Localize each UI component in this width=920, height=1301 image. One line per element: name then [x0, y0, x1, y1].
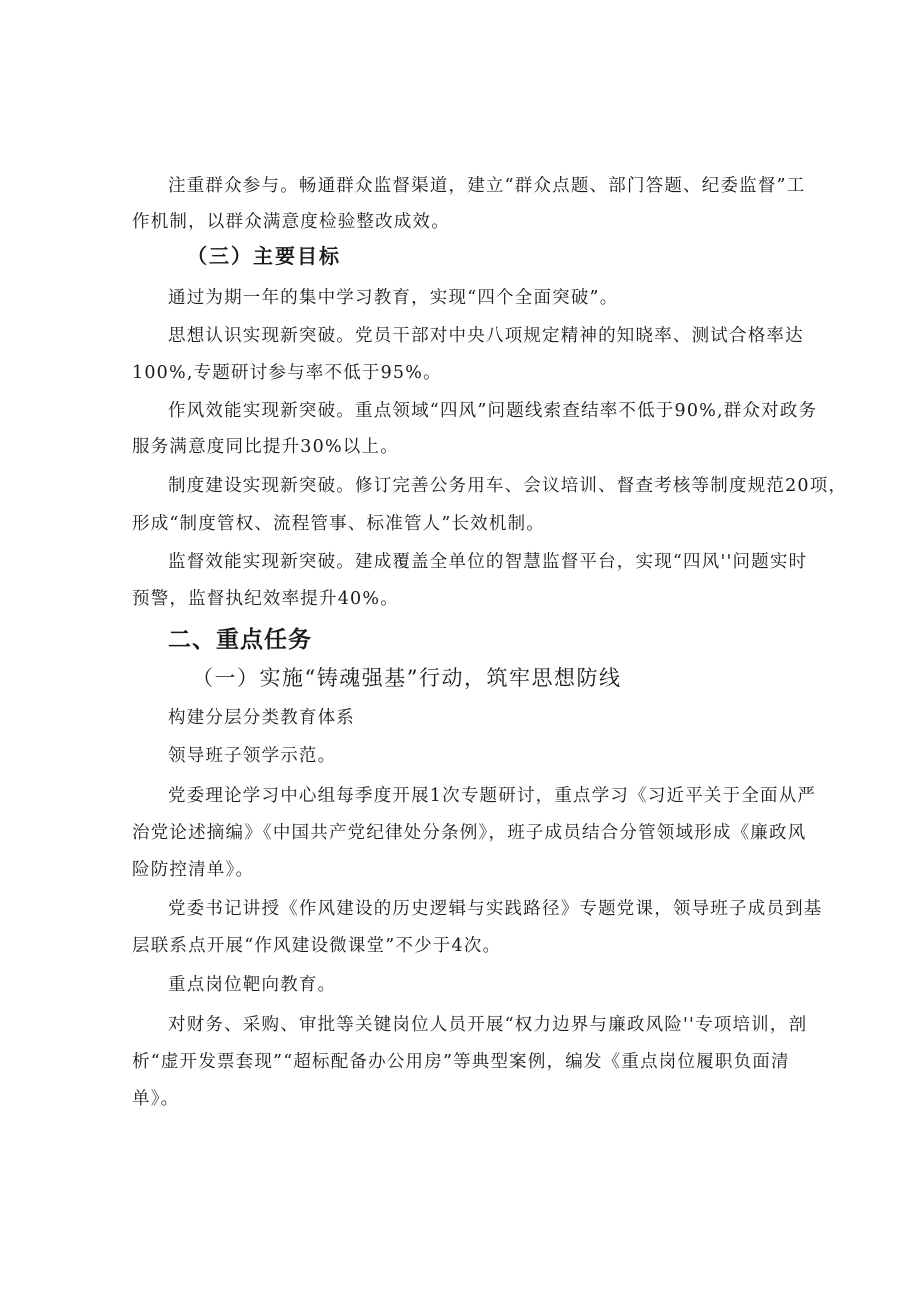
paragraph-training-line2: 析“虚开发票套现”“超标配备办公用房”等典型案例，编发《重点岗位履职负面清	[132, 1052, 790, 1072]
paragraph-system-line1: 制度建设实现新突破。修订完善公务用车、会议培训、督查考核等制度规范20项，	[168, 476, 848, 496]
paragraph-party-lecture-line1: 党委书记讲授《作风建设的历史逻辑与实践路径》专题党课，领导班子成员到基	[168, 899, 823, 919]
paragraph-system-line2: 形成“制度管权、流程管事、标准管人”长效机制。	[132, 514, 545, 534]
paragraph-public-participation-line1: 注重群众参与。畅通群众监督渠道，建立“群众点题、部门答题、纪委监督”工	[168, 176, 806, 196]
paragraph-key-positions: 重点岗位靶向教育。	[168, 975, 337, 995]
paragraph-central-group-line3: 险防控清单》。	[132, 860, 255, 880]
paragraph-work-style-line1: 作风效能实现新突破。重点领域“四风”问题线索查结率不低于90%,群众对政务	[168, 401, 818, 421]
paragraph-supervision-line2: 预警，监督执纪效率提升40%。	[132, 589, 399, 609]
paragraph-training-line3: 单》。	[132, 1089, 180, 1109]
paragraph-central-group-line1: 党委理论学习中心组每季度开展1次专题研讨，重点学习《习近平关于全面从严	[168, 786, 817, 806]
paragraph-ideology-line1: 思想认识实现新突破。党员干部对中央八项规定精神的知晓率、测试合格率达	[168, 326, 804, 346]
paragraph-supervision-line1: 监督效能实现新突破。建成覆盖全单位的智慧监督平台，实现“四风''问题实时	[168, 552, 808, 572]
heading-key-tasks: 二、重点任务	[168, 627, 312, 653]
paragraph-central-group-line2: 治党论述摘编》《中国共产党纪律处分条例》，班子成员结合分管领域形成《廉政风	[132, 823, 807, 843]
paragraph-public-participation-line2: 作机制，以群众满意度检验整改成效。	[132, 212, 450, 232]
paragraph-leadership-study: 领导班子领学示范。	[168, 746, 337, 766]
paragraph-work-style-line2: 服务满意度同比提升30%以上。	[132, 437, 399, 457]
paragraph-party-lecture-line2: 层联系点开展“作风建设微课堂”不少于4次。	[132, 936, 502, 956]
paragraph-ideology-line2: 100%,专题研讨参与率不低于95%。	[132, 363, 442, 383]
heading-main-goals: （三）主要目标	[187, 244, 341, 268]
paragraph-education-system: 构建分层分类教育体系	[168, 708, 355, 728]
heading-task-1: （一）实施“铸魂强基”行动，筑牢思想防线	[192, 666, 622, 690]
paragraph-training-line1: 对财务、采购、审批等关键岗位人员开展“权力边界与廉政风险''专项培训，剖	[168, 1015, 808, 1035]
paragraph-four-breakthroughs: 通过为期一年的集中学习教育，实现“四个全面突破”。	[168, 288, 619, 308]
